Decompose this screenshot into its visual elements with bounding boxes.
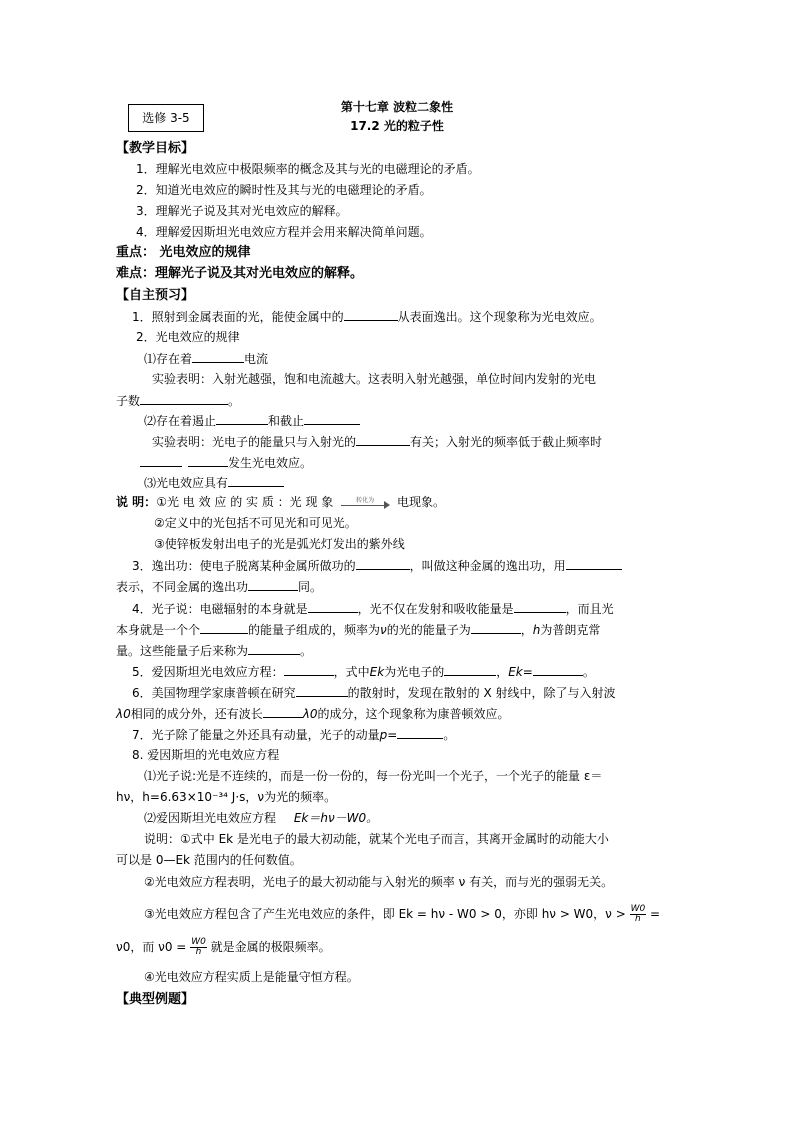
symbol: λ0 (302, 707, 318, 721)
goal-item: 4．理解爱因斯坦光电效应方程并会用来解决简单问题。 (136, 225, 432, 239)
text: 本身就是一个个 (116, 623, 201, 637)
blank-line[interactable] (216, 413, 268, 425)
explanation-1-cont: 可以是 0—Ek 范围内的任何数值。 (116, 853, 302, 867)
text: 电现象。 (396, 495, 445, 509)
experiment-2 (152, 434, 602, 450)
explanation-1: 说明：①式中 Ek 是光电子的最大初动能，就某个光电子而言，其离开金属时的动能大小 (144, 832, 609, 846)
experiment-1: 实验表明：入射光越强，饱和电流越大。这表明入射光越强，单位时间内发射的光电 (152, 372, 597, 386)
explanation-4: ④光电效应方程实质上是能量守恒方程。 (144, 970, 359, 984)
einstein-equation (144, 811, 378, 826)
blank-line[interactable] (304, 413, 360, 425)
preview-q1 (132, 309, 602, 325)
preview-q2-2 (144, 413, 360, 429)
blank-line[interactable] (514, 601, 566, 613)
preview-q4-cont2 (116, 643, 312, 659)
fraction-w0-over-h (630, 905, 647, 924)
blank-line[interactable] (228, 475, 284, 487)
section-title: 17.2 光的粒子性 (350, 119, 444, 133)
blank-line[interactable] (284, 664, 334, 676)
note-label: 说 明： (116, 495, 157, 509)
text: 。 (582, 665, 595, 679)
preview-q6 (132, 685, 616, 701)
text: ，而且光 (565, 602, 614, 616)
text: 1．照射到金属表面的光，能使金属中的 (132, 310, 344, 324)
text: ⑴存在着 (144, 352, 193, 366)
text: 和截止 (268, 414, 305, 428)
note-line-3: ③使锌板发射出电子的光是弧光灯发出的紫外线 (154, 537, 405, 551)
blank-line[interactable] (140, 455, 182, 467)
explanation-3 (144, 905, 660, 924)
goal-item: 1．理解光电效应中极限频率的概念及其与光的电磁理论的矛盾。 (136, 162, 480, 176)
text: ，光不仅在发射和吸收能量是 (357, 602, 514, 616)
text: = (522, 665, 533, 679)
fraction-numerator: W0 (630, 904, 646, 914)
note-line-2: ②定义中的光包括不可见光和可见光。 (154, 516, 357, 530)
preview-q5 (132, 664, 595, 680)
symbol: h (532, 623, 541, 637)
text: ，式中 (333, 665, 370, 679)
blank-line[interactable] (308, 601, 358, 613)
text: 子数 (116, 394, 141, 408)
text: ⑵存在着遏止 (144, 414, 217, 428)
text: 的散射时，发现在散射的 X 射线中，除了与入射波 (347, 686, 616, 700)
preview-q4-cont: 本身就是一个个 的能量子组成的，频率为ν的光的能量子为 ，h为普朗克常 (116, 623, 601, 637)
text: 。 (300, 644, 313, 658)
preview-q3 (132, 558, 622, 574)
text: 6．美国物理学家康普顿在研究 (132, 686, 296, 700)
symbol: p (379, 728, 388, 742)
text: ⑶光电效应具有 (144, 476, 229, 490)
text: 。 (443, 728, 456, 742)
photon-theory-cont: hν，h=6.63×10⁻³⁴ J·s，ν为光的频率。 (116, 790, 337, 804)
goal-item: 2．知道光电效应的瞬时性及其与光的电磁理论的矛盾。 (136, 183, 432, 197)
text: 表示，不同金属的逸出功 (116, 580, 249, 594)
blank-line[interactable] (356, 558, 410, 570)
key-point: 重点： 光电效应的规律 (116, 245, 251, 260)
preview-q2-1 (144, 351, 268, 367)
text: 的能量子组成的，频率为 (248, 623, 381, 637)
explanation-2: ②光电效应方程表明，光电子的最大初动能与入射光的频率 ν 有关，而与光的强弱无关。 (144, 875, 614, 889)
arrow-caption: 转化为 (356, 496, 375, 504)
text: ，叫做这种金属的逸出功，用 (409, 559, 566, 573)
preview-heading: 【自主预习】 (116, 288, 195, 303)
text: 的成分，这个现象称为康普顿效应。 (317, 707, 510, 721)
symbol: λ0 (116, 707, 131, 721)
conversion-arrow-icon (339, 496, 391, 510)
note-line-1 (116, 495, 445, 510)
text: ν0，而 ν0 = (116, 940, 187, 954)
text: ①光 电 效 应 的 实 质 ：光 现 象 (156, 495, 334, 509)
text: 实验表明：光电子的能量只与入射光的 (152, 435, 357, 449)
blank-line[interactable] (248, 643, 300, 655)
blank-line[interactable] (140, 393, 228, 405)
symbol: ν (380, 623, 387, 637)
text: 3．逸出功：使电子脱离某种金属所做功的 (132, 559, 356, 573)
blank-line[interactable] (188, 455, 228, 467)
text: 4．光子说：电磁辐射的本身就是 (132, 602, 308, 616)
difficulty: 难点：理解光子说及其对光电效应的解释。 (116, 266, 364, 281)
text: 就是金属的极限频率。 (210, 940, 331, 954)
symbol: Ek (369, 665, 385, 679)
blank-line[interactable] (296, 685, 348, 697)
text: 。 (228, 394, 241, 408)
text: 电流 (244, 352, 269, 366)
fraction-denominator: h (635, 914, 641, 924)
preview-q2-3 (144, 475, 284, 491)
text: ③光电效应方程包含了产生光电效应的条件，即 Ek = hν - W0 > 0，亦即 hν > W0，ν > (144, 907, 626, 921)
explanation-3-cont (116, 938, 331, 957)
text: 同。 (298, 580, 323, 594)
text: 为光电子的 (384, 665, 445, 679)
preview-q6-cont (116, 706, 510, 722)
experiment-2-cont (140, 455, 312, 471)
blank-line[interactable] (566, 558, 622, 570)
preview-q7 (132, 727, 455, 743)
text: 为普朗克常 (540, 623, 601, 637)
blank-line[interactable] (397, 727, 443, 739)
preview-q2: 2．光电效应的规律 (136, 330, 240, 344)
blank-line[interactable] (344, 309, 398, 321)
preview-q3-cont (116, 579, 322, 595)
text: = (387, 728, 398, 742)
text: 发生光电效应。 (228, 456, 313, 470)
blank-line[interactable] (192, 351, 244, 363)
photon-theory: ⑴光子说:光是不连续的，而是一份一份的，每一份光叫一个光子，一个光子的能量 ε＝ (144, 769, 603, 783)
preview-q8: 8. 爱因斯坦的光电效应方程 (132, 748, 280, 762)
blank-line[interactable] (356, 434, 410, 446)
text: ⑵爱因斯坦光电效应方程 (144, 811, 277, 825)
text: 5．爱因斯坦光电效应方程： (132, 665, 284, 679)
blank-line[interactable] (471, 622, 521, 634)
text: = (650, 907, 661, 921)
blank-line[interactable] (444, 664, 496, 676)
equation: Ek＝hν－W0。 (293, 811, 379, 825)
blank-line[interactable] (533, 664, 583, 676)
text: 有关；入射光的频率低于截止频率时 (410, 435, 603, 449)
course-label-box: 选修 3-5 (128, 104, 204, 132)
examples-heading: 【典型例题】 (116, 992, 195, 1007)
fraction-numerator: W0 (191, 937, 206, 947)
fraction-w0-over-h (190, 938, 207, 957)
blank-line[interactable] (248, 579, 298, 591)
text: 7．光子除了能量之外还具有动量，光子的动量 (132, 728, 380, 742)
goal-item: 3．理解光子说及其对光电效应的解释。 (136, 204, 348, 218)
fraction-denominator: h (195, 947, 202, 957)
blank-line[interactable] (200, 622, 248, 634)
symbol: Ek (508, 665, 523, 679)
blank-line[interactable] (263, 706, 303, 718)
text: 的光的能量子为 (386, 623, 471, 637)
preview-q4 (132, 601, 614, 617)
goals-heading: 【教学目标】 (116, 141, 195, 156)
text: 从表面逸出。这个现象称为光电效应。 (397, 310, 602, 324)
chapter-title: 第十七章 波粒二象性 (340, 100, 454, 114)
text: ， (496, 665, 509, 679)
text: 量。这些能量子后来称为 (116, 644, 249, 658)
text: 相同的成分外，还有波长 (130, 707, 263, 721)
experiment-1-cont (116, 393, 240, 409)
